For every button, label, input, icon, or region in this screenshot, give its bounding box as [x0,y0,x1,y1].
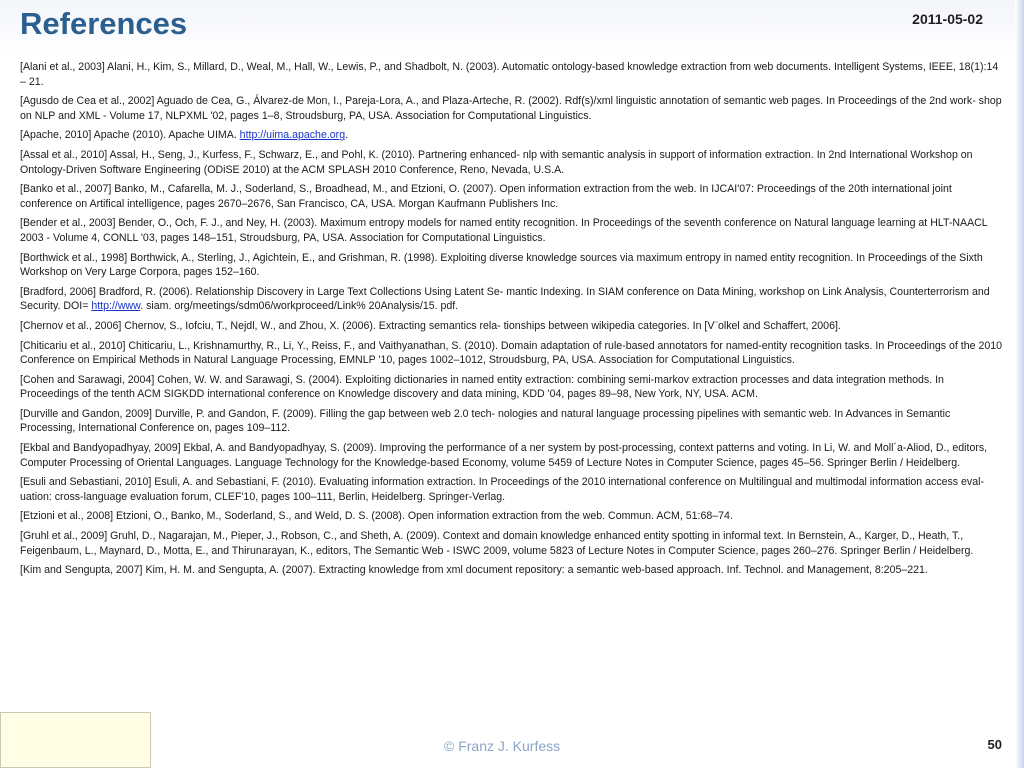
reference-item [20,94,1004,123]
reference-text: [Borthwick et al., 1998] Borthwick, A., Sterling, J., Agichtein, E., and Grishman, R. (1998). Exploiting diverse knowledge sources via maximum entropy in named entity recognition. In Proceedings of the Sixth Workshop on Very Large Corpora, pages 152–160. [20,251,983,279]
page-title: References [20,6,188,41]
reference-link[interactable]: http://www [91,300,141,313]
reference-list [20,60,1004,583]
corner-decoration [0,712,151,768]
reference-item [20,148,1004,177]
reference-text: [Agusdo de Cea et al., 2002] Aguado de Cea, G., Álvarez-de Mon, I., Pareja-Lora, A., and Plaza-Arteche, R. (2002). Rdf(s)/xml linguistic annotation of semantic web pages. In Proceedings of the 2nd work- shop on NLP and XML - Volume 17, NLPXML '02, pages 1–8, Stroudsburg, PA, USA. Association for Computational Linguistics. [20,95,1002,122]
reference-text: [Apache, 2010] Apache (2010). Apache UIMA. [20,129,240,142]
reference-item [20,128,1004,143]
reference-text: [Cohen and Sarawagi, 2004] Cohen, W. W. and Sarawagi, S. (2004). Exploiting dictionaries in named entity extraction: combining semi-markov extraction processes and data integration methods. In Proceedings of the tenth ACM SIGKDD international conference on Knowledge discovery and data mining, KDD '04, pages 89–98, New York, NY, USA. ACM. [20,373,944,401]
reference-item [20,60,1004,89]
reference-text: [Bender et al., 2003] Bender, O., Och, F. J., and Ney, H. (2003). Maximum entropy models for named entity recognition. In Proceedings of the seventh conference on Natural language learning at HLT-NAACL 2003 - Volume 4, CONLL '03, pages 148–151, Stroudsburg, PA, USA. Association for Computational Linguistics. [20,217,988,244]
reference-item [20,339,1004,368]
reference-text: [Bradford, 2006] Bradford, R. (2006). Relationship Discovery in Large Text Collections Using Latent Se- mantic Indexing. In SIAM conference on Data Mining, workshop on Link Analysis, Counterterrorism and Security. DOI= [20,285,990,313]
reference-item [20,529,1004,558]
reference-text: [Chernov et al., 2006] Chernov, S., Iofciu, T., Nejdl, W., and Zhou, X. (2006). Extracting semantics rela- tionships between wikipedia categories. In [V¨olkel and Schaffert, 2006]. [20,319,841,332]
reference-item [20,441,1004,470]
reference-item [20,319,1004,334]
reference-item [20,475,1004,504]
slide-date: 2011-05-02 [912,11,983,27]
side-decoration [1015,0,1024,768]
reference-text: [Gruhl et al., 2009] Gruhl, D., Nagarajan, M., Pieper, J., Robson, C., and Sheth, A. (2009). Context and domain knowledge enhanced entity spotting in informal text. In Bernstein, A., Karger, D., Heath, T., Feigenbaum, L., Maynard, D., Motta, E., and Thirunarayan, K., editors, The Semantic Web - ISWC 2009, volume 5823 of Lecture Notes in Computer Science, pages 260–276. Springer Berlin / Heidelberg. [20,530,974,557]
reference-item [20,216,1004,245]
reference-text: [Chiticariu et al., 2010] Chiticariu, L., Krishnamurthy, R., Li, Y., Reiss, F., and Vaithyanathan, S. (2010). Domain adaptation of rule-based annotators for named-entity recognition tasks. In Proceedings of the 2010 Conference on Empirical Methods in Natural Language Processing, EMNLP '10, pages 1002–1012, Stroudsburg, PA, USA. Association for Computational Linguistics. [20,339,1003,367]
reference-text-tail: . [345,129,349,142]
reference-text: [Esuli and Sebastiani, 2010] Esuli, A. and Sebastiani, F. (2010). Evaluating information extraction. In Proceedings of the 2010 international conference on Multilingual and multimodal information access eval- uation: cross-language evaluation forum, CLEF'10, pages 100–111, Berlin, Heidelberg. Springer-Verlag. [20,476,985,503]
reference-item [20,563,1004,578]
reference-text: [Ekbal and Bandyopadhyay, 2009] Ekbal, A. and Bandyopadhyay, S. (2009). Improving the performance of a ner system by post-processing, context patterns and voting. In Li, W. and Moll´a-Aliod, D., editors, Computer Processing of Oriental Languages. Language Technology for the Knowledge-based Economy, volume 5459 of Lecture Notes in Computer Science, pages 45–56. Springer Berlin / Heidelberg. [20,442,988,469]
reference-item [20,407,1004,436]
reference-item [20,182,1004,211]
reference-link[interactable]: http://uima.apache.org [239,129,346,142]
footer-copyright: © Franz J. Kurfess [444,738,561,754]
reference-text: [Alani et al., 2003] Alani, H., Kim, S., Millard, D., Weal, M., Hall, W., Lewis, P., and Shadbolt, N. (2003). Automatic ontology-based knowledge extraction from web documents. Intelligent Systems, IEEE, 18(1):14 – 21. [20,61,999,88]
reference-item [20,509,1004,524]
reference-text-tail: . siam. org/meetings/sdm06/workproceed/Link% 20Analysis/15. pdf. [140,300,459,313]
reference-item [20,285,1004,314]
page-number: 50 [987,737,1002,752]
reference-text: [Assal et al., 2010] Assal, H., Seng, J., Kurfess, F., Schwarz, E., and Pohl, K. (2010). Partnering enhanced- nlp with semantic analysis in support of information extraction. In 2nd International Workshop on Ontology-Driven Software Engineering (ODiSE 2010) at the ACM SPLASH 2010 Conference, Reno, Nevada, U.S.A. [20,148,973,176]
reference-item [20,373,1004,402]
reference-text: [Etzioni et al., 2008] Etzioni, O., Banko, M., Soderland, S., and Weld, D. S. (2008). Open information extraction from the web. Commun. ACM, 51:68–74. [20,510,733,523]
reference-item [20,251,1004,280]
reference-text: [Kim and Sengupta, 2007] Kim, H. M. and Sengupta, A. (2007). Extracting knowledge from xml document repository: a semantic web-based approach. Inf. Technol. and Management, 8:205–221. [20,564,928,577]
reference-text: [Banko et al., 2007] Banko, M., Cafarella, M. J., Soderland, S., Broadhead, M., and Etzioni, O. (2007). Open information extraction from the web. In IJCAI'07: Proceedings of the 20th international joint conference on Artifical intelligence, pages 2670–2676, San Francisco, CA, USA. Morgan Kaufmann Publishers Inc. [20,183,952,210]
reference-text: [Durville and Gandon, 2009] Durville, P. and Gandon, F. (2009). Filling the gap between web 2.0 tech- nologies and natural language processing pipelines with semantic web. In Advances in Semantic Processing, International Conference on, pages 109–112. [20,407,951,435]
